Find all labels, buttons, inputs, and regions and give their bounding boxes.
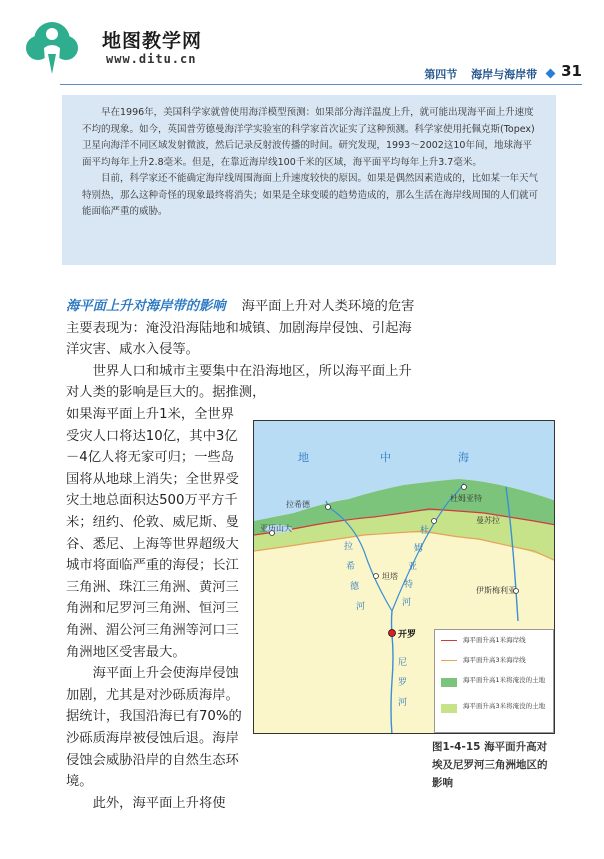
brand-name: 地图教学网 [102,30,203,52]
city-tanta: 坦塔 [382,572,398,581]
section-number: 第四节 [424,68,458,81]
figure-caption: 图1-4-15 海平面升高对埃及尼罗河三角洲地区的影响 [432,741,548,789]
diamond-icon [546,69,556,79]
reading-box [62,95,556,265]
city-rosetta: 拉希德 [286,500,310,509]
legend-flood-3m: 海平面升高3米将淹没的土地 [463,702,546,710]
narrow-text [66,404,244,814]
river-damietta-3: 亚 [408,562,418,572]
sea-label-1: 地 [298,451,309,464]
river-nile-2: 罗 [398,678,408,688]
paragraph-2-rest: 如果海平面上升1米，全世界受灾人口将达10亿，其中3亿－4亿人将无家可归；一些岛国将从地球上消失；全世界受灾土地总面积达500万平方千米；纽约、伦敦、威尼斯、曼谷、悉尼、上海等世界超级大城市将面临严重的海侵；长江三角洲、珠江三角洲、黄河三角洲和尼罗河三角洲、恒河三角洲、湄公河三角洲等河口三角洲地区受害最大。 [66,407,239,660]
river-damietta-4: 特 [404,580,414,590]
section-title: 海岸与海岸带 [471,68,538,81]
city-cairo: 开罗 [398,630,417,640]
legend-line-3m [441,660,457,661]
paragraph-1: 海平面上升对人类环境的危害主要表现为：淹没沿海陆地和城镇、加剧海岸侵蚀、引起海洋灾害、咸水入侵等。 [66,299,415,358]
river-rosetta-3: 德 [350,582,360,592]
legend-line-1m [441,640,457,641]
city-ismailia: 伊斯梅利亚 [476,586,516,595]
header-divider [60,84,582,85]
legend-swatch-1m [441,678,457,687]
legend-flood-1m: 海平面升高1米将淹没的土地 [463,676,546,684]
river-nile-1: 尼 [398,658,408,668]
main-text [66,296,418,404]
city-damietta: 杜姆亚特 [450,494,482,503]
paragraph-3: 海平面上升会使海岸侵蚀加剧，尤其是对沙砾质海岸。据统计，我国沿海已有70%的沙砾质海岸被侵蚀后退。海岸侵蚀会威胁沿岸的自然生态环境。 [66,666,242,790]
paragraph-2-start: 世界人口和城市主要集中在沿海地区，所以海平面上升对人类的影响是巨大的。据推测， [66,363,412,401]
page-number: 31 [561,62,582,80]
legend-coast-3m: 海平面升高3米海岸线 [463,656,526,664]
box-paragraph-2: 目前，科学家还不能确定海岸线周围海面上升速度较快的原因。如果是偶然因素造成的，比如某一年天气特别热，那么这种奇怪的现象最终将消失；如果是全球变暖的趋势造成的，那么生活在海岸线周围的人们就可能面临严重的威胁。 [82,173,539,217]
site-logo [22,18,98,78]
map-legend [434,629,554,733]
sea-label-3: 海 [458,451,469,464]
city-mansoura: 曼苏拉 [476,516,500,525]
river-damietta-1: 杜 [420,526,430,536]
paragraph-4: 此外，海平面上升将使 [92,795,226,811]
river-rosetta-4: 河 [356,602,366,612]
city-alexandria: 亚历山大 [260,524,292,533]
river-rosetta-1: 拉 [344,542,354,552]
river-nile-3: 河 [398,698,408,708]
box-paragraph-1: 早在1996年，美国科学家就曾使用海洋模型预测：如果部分海洋温度上升，就可能出现海平面上升速度不均的现象。如今，英国普劳德曼海洋学实验室的科学家首次证实了这种预测。科学家使用托佩克斯(Topex)卫星向海洋不同区域发射微波，然后记录反射波传播的时间。研究发现，1993～2002这10年间，地球海平面平均每年上升2.8毫米。但是，在靠近海岸线100千米的区域，海平面平均每年上升3.7毫米。 [82,107,535,168]
nile-delta-map [253,420,555,734]
river-damietta-2: 姆 [414,544,424,554]
river-rosetta-2: 希 [346,562,356,572]
brand-url[interactable]: www.ditu.cn [106,52,197,66]
running-header [414,66,554,82]
river-damietta-5: 河 [402,598,412,608]
section-heading: 海平面上升对海岸带的影响 [66,299,226,314]
sea-label-2: 中 [380,451,391,464]
legend-coast-1m: 海平面升高1米海岸线 [463,636,526,644]
legend-swatch-3m [441,704,457,713]
